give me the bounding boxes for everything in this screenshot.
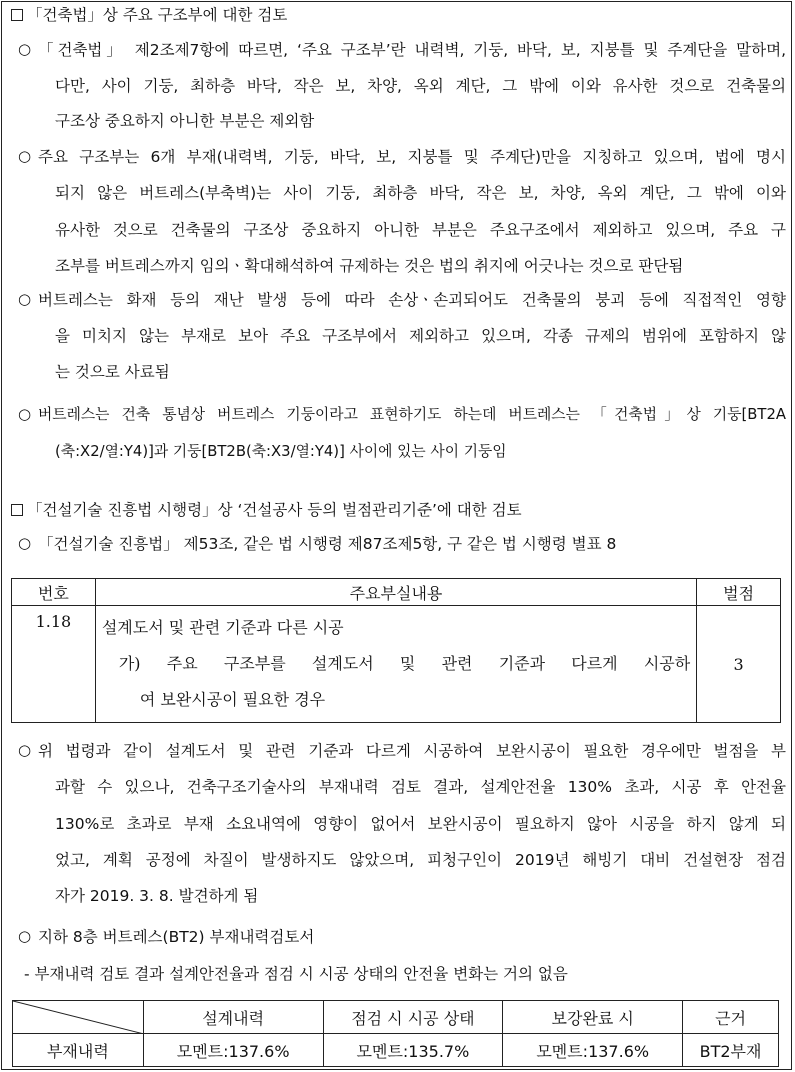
- header-inspection-state: 점검 시 시공 상태: [323, 1001, 503, 1034]
- section1-heading: 「건축법」상 주요 구조부에 대한 검토: [11, 3, 287, 25]
- s2-bullet0: 「건설기술 진흥법」 제53조, 같은 법 시행령 제87조제5항, 구 같은 법 시행령 별표 8: [38, 535, 617, 553]
- s1-bullet1-line2: 다만, 사이 기둥, 최하층 바닥, 작은 보, 차양, 옥외 계단, 그 밖에 이와 유사한 것으로 건축물의: [55, 77, 786, 95]
- row-sub-line2: 여 보완시공이 필요한 경우: [139, 690, 326, 709]
- s2-bullet2: 지하 8층 버트레스(BT2) 부재내력검토서: [38, 928, 315, 946]
- penalty-table-row: [12, 606, 781, 723]
- penalty-table-header-row: [12, 579, 781, 606]
- cell-design-strength: 모멘트:137.6%: [143, 1034, 323, 1067]
- s1-bullet1-line1: 「건축법」 제2조제7항에 따르면, ‘주요 구조부’란 내력벽, 기둥, 바닥, 보, 지붕틀 및 주계단을 말하며,: [38, 41, 786, 59]
- circle-bullet-icon: ○: [18, 534, 32, 552]
- circle-bullet-icon: ○: [18, 405, 32, 423]
- cell-after-reinforcement: 모멘트:137.6%: [503, 1034, 683, 1067]
- row-content: [95, 606, 696, 723]
- s1-bullet3-line2: 을 미치지 않는 부재로 보아 주요 구조부에서 제외하고 있으며, 각종 규제의 범위에 포함하지 않: [55, 327, 786, 345]
- s1-bullet2-line4: 조부를 버트레스까지 임의ㆍ확대해석하여 규제하는 것은 법의 취지에 어긋나는 것으로 판단됨: [55, 257, 684, 275]
- row-label: 부재내력: [13, 1034, 144, 1067]
- header-points: 벌점: [697, 579, 781, 606]
- checkbox-square-icon: [11, 9, 23, 21]
- s1-bullet3-line3: 는 것으로 사료됨: [55, 363, 170, 381]
- s2-bullet1-line3: 130%로 초과로 부재 소요내역에 영향이 없어서 보완시공이 필요하지 않아 시공을 하지 않게 되: [55, 815, 786, 833]
- s1-bullet1-line3: 구조상 중요하지 아니한 부분은 제외함: [55, 112, 315, 130]
- member-strength-table: [12, 1000, 779, 1067]
- header-after-reinforcement: 보강완료 시: [503, 1001, 683, 1034]
- cell-inspection-state: 모멘트:135.7%: [323, 1034, 503, 1067]
- circle-bullet-icon: ○: [18, 741, 32, 759]
- row-title: 설계도서 및 관련 기준과 다른 시공: [101, 618, 344, 637]
- header-design-strength: 설계내력: [143, 1001, 323, 1034]
- section2-heading: 「건설기술 진흥법 시행령」상 ‘건설공사 등의 벌점관리기준’에 대한 검토: [11, 498, 522, 520]
- circle-bullet-icon: ○: [18, 927, 32, 945]
- s1-bullet2-line1: 주요 구조부는 6개 부재(내력벽, 기둥, 바닥, 보, 지붕틀 및 주계단)만을 지칭하고 있으며, 법에 명시: [38, 148, 786, 166]
- row-points: 3: [697, 606, 781, 723]
- s1-bullet3-line1: 버트레스는 화재 등의 재난 발생 등에 따라 손상ㆍ손괴되어도 건축물의 붕괴 등에 직접적인 영향: [38, 291, 786, 309]
- diagonal-line-icon: [13, 1001, 144, 1034]
- header-basis: 근거: [683, 1001, 779, 1034]
- cell-basis: BT2부재: [683, 1034, 779, 1067]
- review-table-row: [13, 1034, 779, 1067]
- diagonal-corner-cell: [13, 1001, 144, 1034]
- s1-bullet2-line3: 유사한 것으로 건축물의 구조상 중요하지 아니한 부분은 주요구조에서 제외하고 있으며, 주요 구: [55, 221, 786, 239]
- s1-bullet2-line2: 되지 않은 버트레스(부축벽)는 사이 기둥, 최하층 바닥, 작은 보, 차양, 옥외 계단, 그 밖에 이와: [55, 184, 786, 202]
- circle-bullet-icon: ○: [18, 147, 32, 165]
- header-content: 주요부실내용: [95, 579, 696, 606]
- row-number: 1.18: [12, 606, 96, 723]
- checkbox-square-icon: [11, 504, 23, 516]
- s1-bullet4-line1: 버트레스는 건축 통념상 버트레스 기둥이라고 표현하기도 하는데 버트레스는 「건축법」상 기둥[BT2A: [38, 406, 786, 423]
- s2-bullet1-line4: 었고, 계획 공정에 차질이 발생하지도 않았으며, 피청구인이 2019년 해빙기 대비 건설현장 점검: [55, 851, 786, 869]
- row-sub-line1: 가) 주요 구조부를 설계도서 및 관련 기준과 다르게 시공하: [118, 654, 691, 673]
- header-number: 번호: [12, 579, 96, 606]
- s2-bullet1-line2: 과할 수 있으나, 건축구조기술사의 부재내력 검토 결과, 설계안전율 130% 초과, 시공 후 안전율: [55, 778, 786, 796]
- circle-bullet-icon: ○: [18, 290, 32, 308]
- s2-bullet1-line1: 위 법령과 같이 설계도서 및 관련 기준과 다르게 시공하여 보완시공이 필요한 경우에만 벌점을 부: [38, 742, 786, 760]
- s1-bullet4-line2: (축:X2/열:Y4)]과 기둥[BT2B(축:X3/열:Y4)] 사이에 있는 사이 기둥임: [55, 443, 507, 460]
- s2-bullet1-line5: 자가 2019. 3. 8. 발견하게 됨: [55, 887, 259, 905]
- penalty-table: [11, 578, 781, 723]
- s2-dash-line: - 부재내력 검토 결과 설계안전율과 점검 시 시공 상태의 안전율 변화는 거의 없음: [24, 965, 568, 983]
- review-table-header-row: [13, 1001, 779, 1034]
- circle-bullet-icon: ○: [18, 40, 32, 58]
